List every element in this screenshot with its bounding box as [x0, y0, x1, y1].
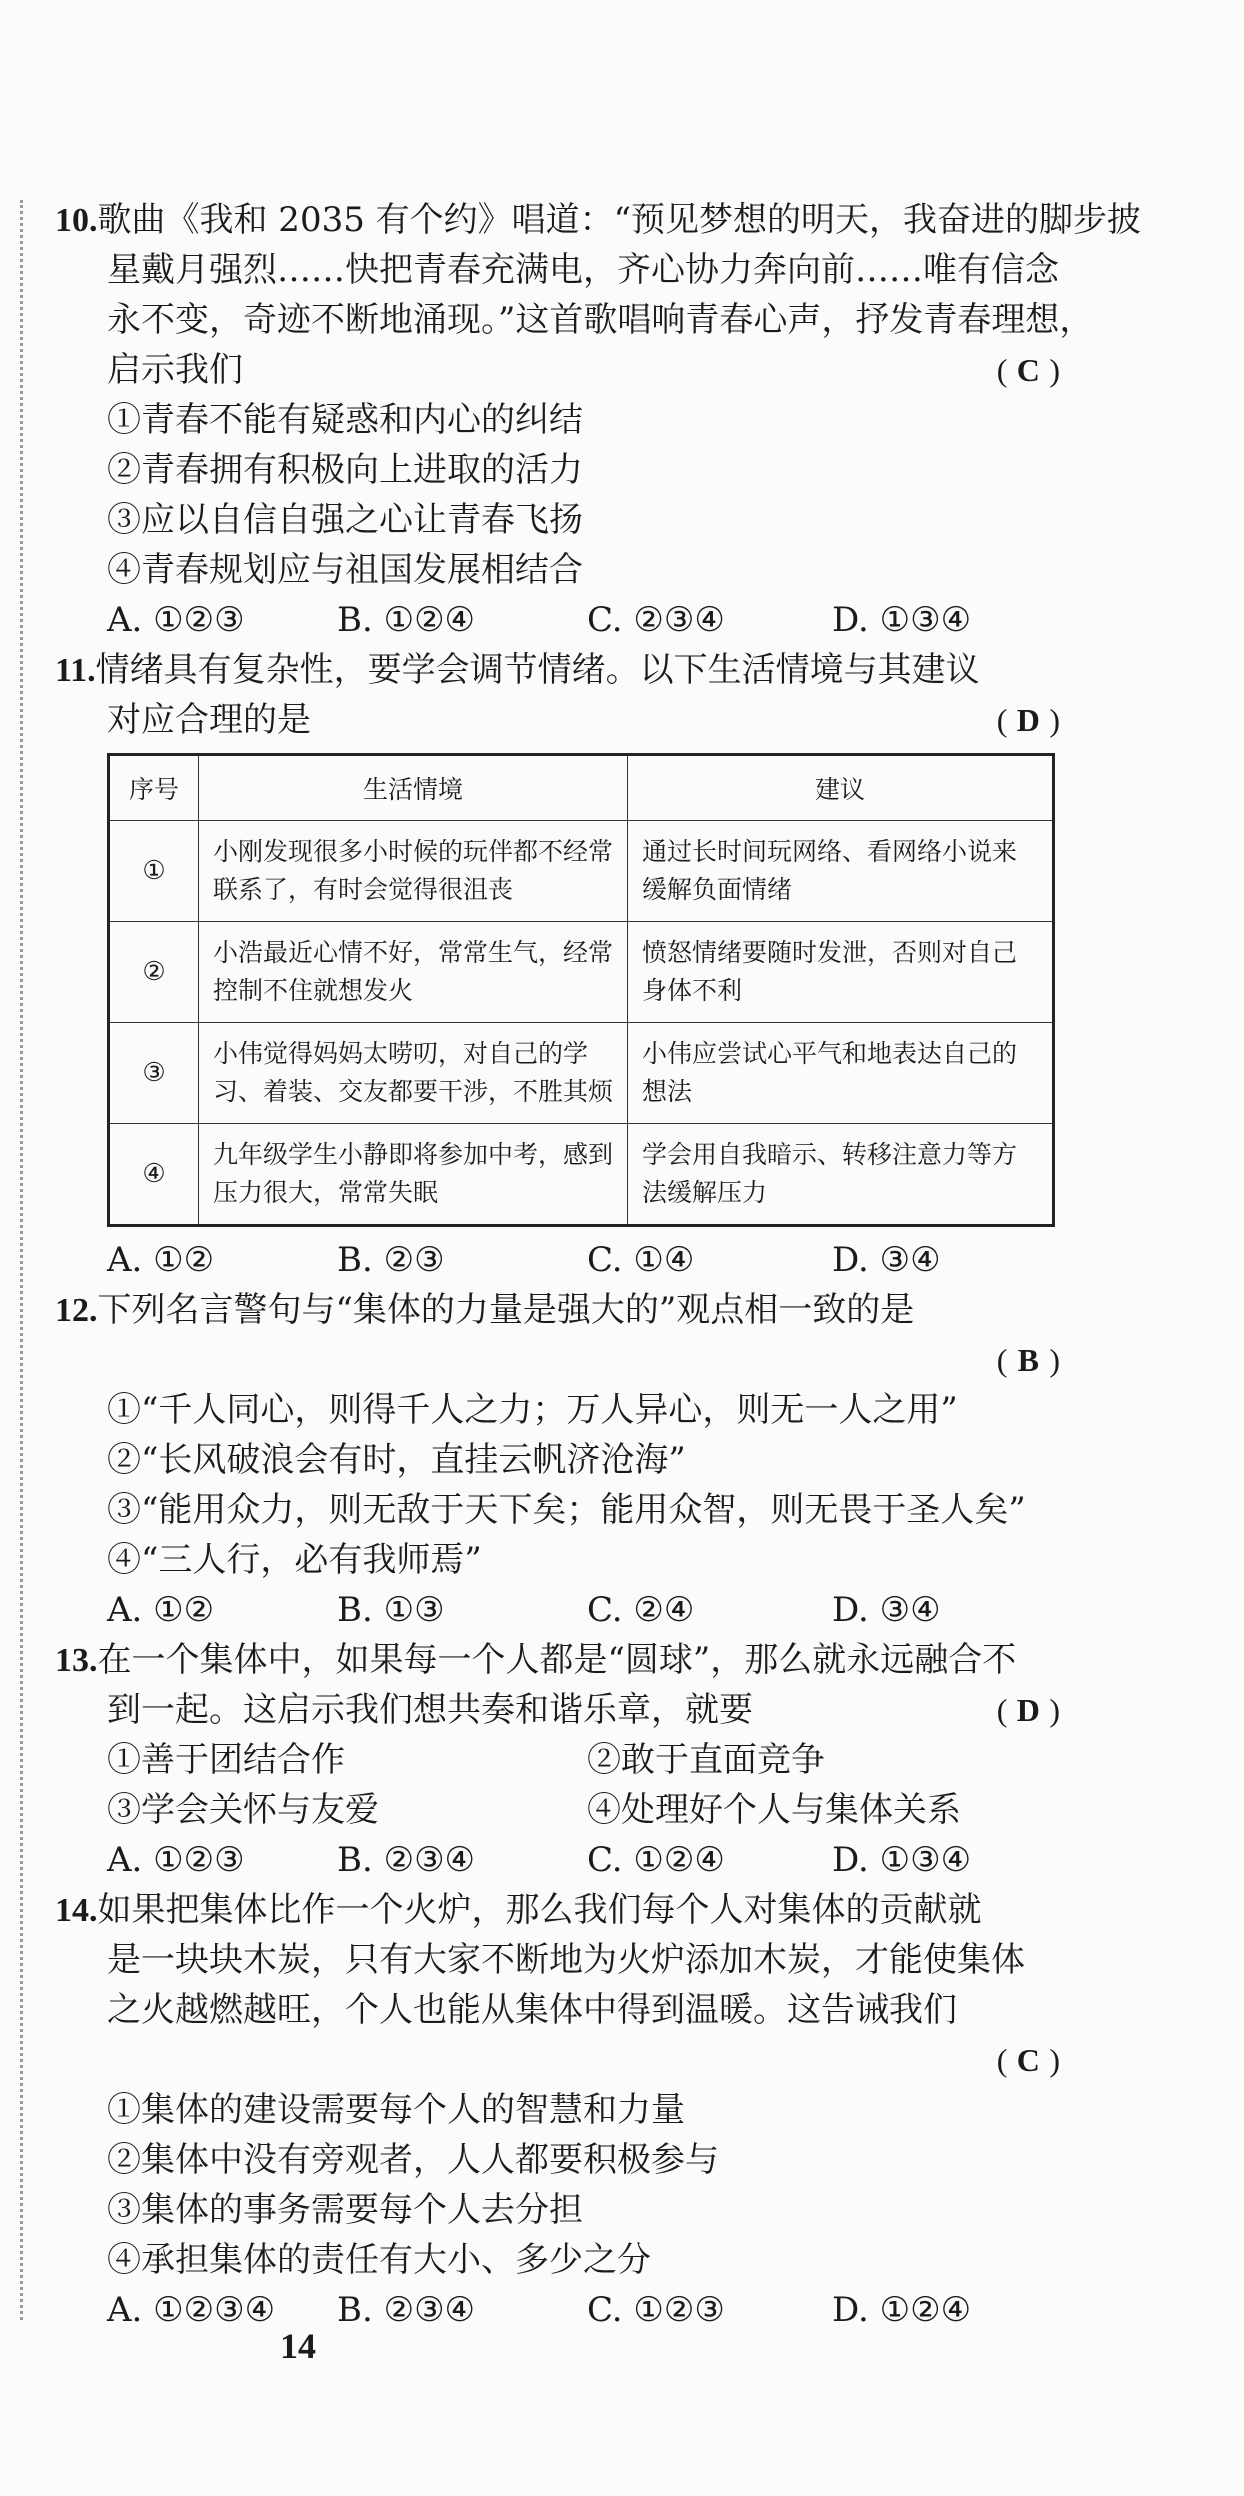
answer-bracket: ( B ) [997, 1335, 1060, 1385]
question-stem: 启示我们 [107, 350, 243, 390]
situation-cell: 小浩最近心情不好，常常生气，经常控制不住就想发火 [199, 922, 628, 1023]
table-row [109, 922, 1054, 1023]
question-number: 10. [55, 202, 98, 239]
situation-cell: 小伟觉得妈妈太唠叨，对自己的学习、着装、交友都要干涉，不胜其烦 [199, 1023, 628, 1124]
statement: ③学会关怀与友爱 [107, 1790, 379, 1830]
question-13 [55, 1635, 1060, 1885]
statement: ②“长风破浪会有时，直挂云帆济沧海” [107, 1440, 686, 1480]
statement: ②敢于直面竞争 [587, 1740, 825, 1780]
option-a: A. ①②③ [107, 1840, 245, 1880]
question-stem: 到一起。这启示我们想共奏和谐乐章，就要 [107, 1690, 753, 1730]
option-b: B. ②③④ [337, 1840, 476, 1880]
answer-bracket: ( D ) [997, 1685, 1060, 1735]
option-b: B. ①③ [337, 1590, 445, 1630]
answer-letter: C [1016, 2042, 1040, 2078]
options-row [55, 2285, 1060, 2335]
option-b: B. ②③④ [337, 2290, 476, 2330]
question-stem: 之火越燃越旺，个人也能从集体中得到温暖。这告诫我们 [107, 1990, 957, 2030]
statement: ③应以自信自强之心让青春飞扬 [107, 500, 583, 540]
options-row [55, 1835, 1060, 1885]
option-d: D. ③④ [832, 1240, 941, 1280]
question-stem: 永不变，奇迹不断地涌现。”这首歌唱响青春心声，抒发青春理想， [107, 300, 1094, 340]
question-stem: 在一个集体中，如果每一个人都是“圆球”，那么就永远融合不 [97, 1640, 1017, 1680]
row-number: ② [109, 922, 199, 1023]
question-stem: 下列名言警句与“集体的力量是强大的”观点相一致的是 [97, 1290, 915, 1330]
advice-cell: 愤怒情绪要随时发泄，否则对自己身体不利 [628, 922, 1054, 1023]
question-stem: 如果把集体比作一个火炉，那么我们每个人对集体的贡献就 [97, 1890, 982, 1930]
statement: ③集体的事务需要每个人去分担 [107, 2190, 583, 2230]
question-number: 13. [55, 1642, 98, 1679]
option-a: A. ①②③ [107, 600, 245, 640]
question-page [55, 195, 1142, 2335]
question-12 [55, 1285, 1060, 1635]
question-number: 11. [55, 652, 96, 689]
option-c: C. ①②③ [587, 2290, 725, 2330]
statement: ④承担集体的责任有大小、多少之分 [107, 2240, 651, 2280]
column-header: 生活情境 [199, 755, 628, 821]
option-b: B. ②③ [337, 1240, 445, 1280]
answer-letter: D [1016, 1692, 1040, 1728]
option-c: C. ①④ [587, 1240, 695, 1280]
question-number: 12. [55, 1292, 98, 1329]
answer-bracket: ( C ) [997, 2035, 1060, 2085]
advice-cell: 通过长时间玩网络、看网络小说来缓解负面情绪 [628, 821, 1054, 922]
answer-bracket: ( D ) [997, 695, 1060, 745]
question-stem: 歌曲《我和 2035 有个约》唱道：“预见梦想的明天，我奋进的脚步披 [97, 200, 1142, 240]
option-c: C. ①②④ [587, 1840, 725, 1880]
statement: ①善于团结合作 [107, 1740, 345, 1780]
question-stem: 星戴月强烈……快把青春充满电，齐心协力奔向前……唯有信念 [107, 250, 1059, 290]
answer-letter: B [1017, 1342, 1040, 1378]
option-c: C. ②④ [587, 1590, 695, 1630]
statement: ②青春拥有积极向上进取的活力 [107, 450, 583, 490]
statement: ④青春规划应与祖国发展相结合 [107, 550, 583, 590]
question-11 [55, 645, 1060, 1285]
option-d: D. ③④ [832, 1590, 941, 1630]
answer-letter: C [1016, 352, 1040, 388]
table-row [109, 1023, 1054, 1124]
answer-letter: D [1016, 702, 1040, 738]
option-a: A. ①② [107, 1590, 215, 1630]
option-d: D. ①③④ [832, 600, 972, 640]
row-number: ④ [109, 1124, 199, 1226]
situation-cell: 九年级学生小静即将参加中考，感到压力很大，常常失眠 [199, 1124, 628, 1226]
statement: ③“能用众力，则无敌于天下矣；能用众智，则无畏于圣人矣” [107, 1490, 1026, 1530]
table-row [109, 821, 1054, 922]
answer-bracket: ( C ) [997, 345, 1060, 395]
row-number: ① [109, 821, 199, 922]
row-number: ③ [109, 1023, 199, 1124]
advice-cell: 学会用自我暗示、转移注意力等方法缓解压力 [628, 1124, 1054, 1226]
situation-cell: 小刚发现很多小时候的玩伴都不经常联系了，有时会觉得很沮丧 [199, 821, 628, 922]
question-10 [55, 195, 1142, 645]
binding-margin-line [20, 200, 23, 2320]
option-d: D. ①③④ [832, 1840, 972, 1880]
statement: ①青春不能有疑惑和内心的纠结 [107, 400, 583, 440]
page-number: 14 [280, 2326, 316, 2366]
option-a: A. ①②③④ [107, 2290, 276, 2330]
question-14 [55, 1885, 1060, 2335]
column-header: 序号 [109, 755, 199, 821]
statement: ②集体中没有旁观者，人人都要积极参与 [107, 2140, 719, 2180]
option-d: D. ①②④ [832, 2290, 972, 2330]
option-a: A. ①② [107, 1240, 215, 1280]
situation-table [107, 753, 1055, 1227]
question-stem: 情绪具有复杂性，要学会调节情绪。以下生活情境与其建议 [95, 650, 980, 690]
table-header-row [109, 755, 1054, 821]
statement: ①“千人同心，则得千人之力；万人异心，则无一人之用” [107, 1390, 958, 1430]
options-row [55, 1585, 1060, 1635]
statement: ①集体的建设需要每个人的智慧和力量 [107, 2090, 685, 2130]
option-c: C. ②③④ [587, 600, 725, 640]
question-stem: 是一块块木炭，只有大家不断地为火炉添加木炭，才能使集体 [107, 1940, 1025, 1980]
question-stem: 对应合理的是 [107, 700, 311, 740]
option-b: B. ①②④ [337, 600, 476, 640]
table-row [109, 1124, 1054, 1226]
statement: ④“三人行，必有我师焉” [107, 1540, 482, 1580]
question-number: 14. [55, 1892, 98, 1929]
options-row [55, 595, 1060, 645]
advice-cell: 小伟应尝试心平气和地表达自己的想法 [628, 1023, 1054, 1124]
statement: ④处理好个人与集体关系 [587, 1790, 961, 1830]
options-row [55, 1235, 1060, 1285]
column-header: 建议 [628, 755, 1054, 821]
